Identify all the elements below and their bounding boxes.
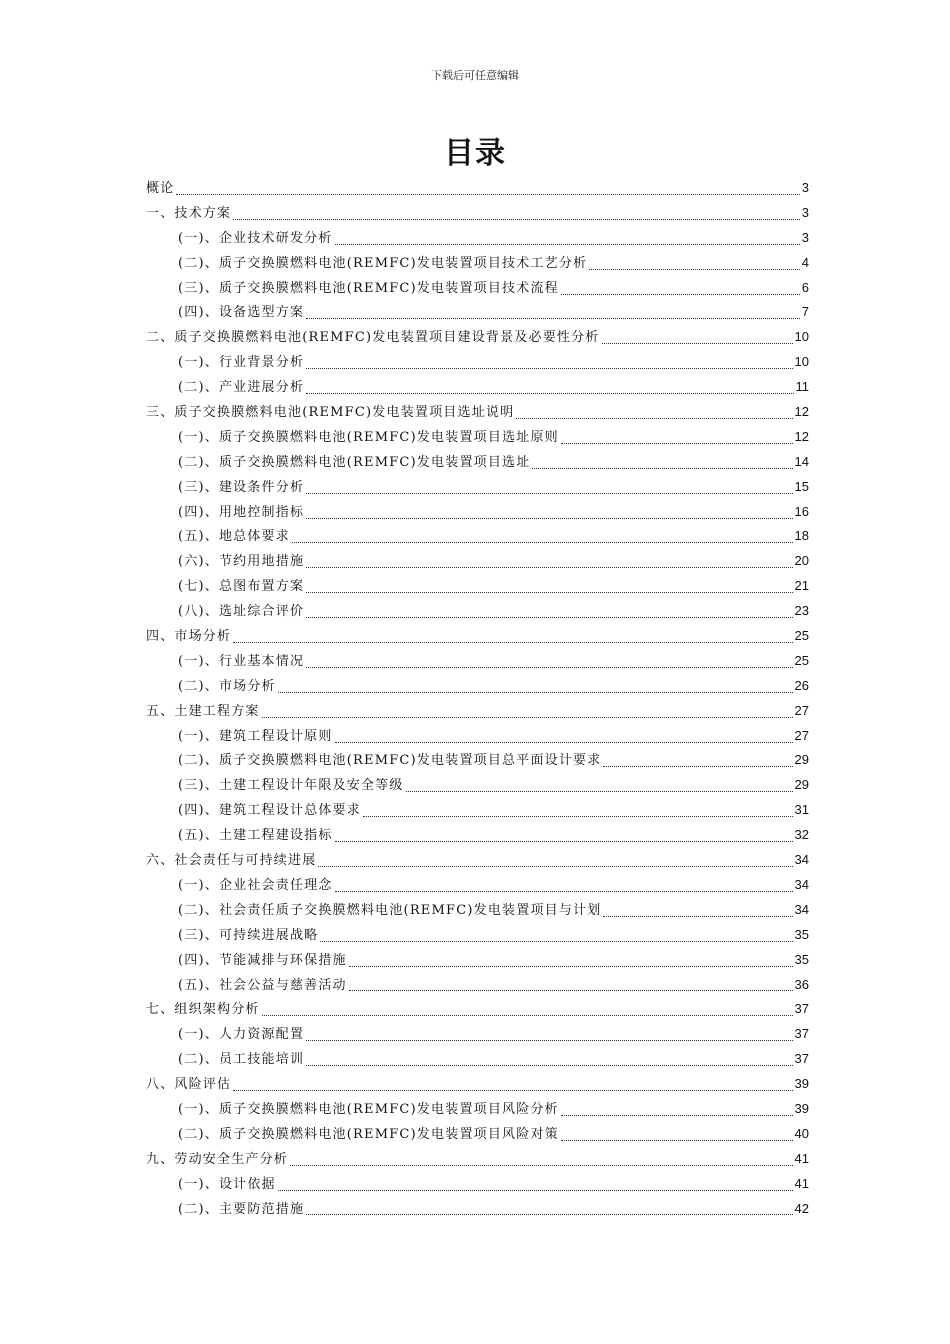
toc-entry[interactable] xyxy=(146,425,809,450)
toc-entry-label: (二)、社会责任质子交换膜燃料电池(REMFC)发电装置项目与计划 xyxy=(178,902,602,918)
toc-entry-page-number: 32 xyxy=(794,827,809,843)
toc-entry-page-number: 29 xyxy=(794,777,809,793)
toc-entry-label: 六、社会责任与可持续进展 xyxy=(146,853,317,869)
dot-leader xyxy=(292,542,793,543)
toc-entry-page-number: 41 xyxy=(794,1175,809,1191)
dot-leader xyxy=(561,294,800,295)
toc-entry[interactable] xyxy=(146,724,809,749)
dot-leader xyxy=(176,194,799,195)
toc-entry[interactable] xyxy=(146,1047,809,1072)
toc-entry[interactable] xyxy=(146,699,809,724)
dot-leader xyxy=(306,518,792,519)
toc-entry-page-number: 3 xyxy=(801,180,809,195)
toc-entry-label: (五)、社会公益与慈善活动 xyxy=(178,977,347,993)
toc-entry-label: 一、技术方案 xyxy=(146,205,232,221)
toc-entry[interactable] xyxy=(146,649,809,674)
dot-leader xyxy=(318,866,792,867)
toc-entry[interactable] xyxy=(146,375,809,400)
toc-entry-page-number: 39 xyxy=(794,1076,809,1092)
toc-entry[interactable] xyxy=(146,823,809,848)
toc-entry[interactable] xyxy=(146,350,809,375)
toc-entry-page-number: 34 xyxy=(794,852,809,868)
toc-entry-page-number: 21 xyxy=(794,578,809,594)
toc-entry-page-number: 34 xyxy=(794,876,809,892)
toc-entry-label: (二)、质子交换膜燃料电池(REMFC)发电装置项目技术工艺分析 xyxy=(178,255,588,271)
toc-entry[interactable] xyxy=(146,549,809,574)
toc-entry[interactable] xyxy=(146,574,809,599)
toc-entry[interactable] xyxy=(146,798,809,823)
toc-entry-label: (一)、质子交换膜燃料电池(REMFC)发电装置项目风险分析 xyxy=(178,1101,559,1117)
toc-entry[interactable] xyxy=(146,226,809,251)
toc-entry-label: (二)、员工技能培训 xyxy=(178,1052,305,1068)
toc-entry-label: (三)、可持续进展战略 xyxy=(178,927,319,943)
dot-leader xyxy=(306,1065,792,1066)
toc-entry[interactable] xyxy=(146,1097,809,1122)
dot-leader xyxy=(349,966,793,967)
toc-entry[interactable] xyxy=(146,1022,809,1047)
dot-leader xyxy=(262,1015,793,1016)
toc-entry-label: (四)、设备选型方案 xyxy=(178,305,305,321)
dot-leader xyxy=(335,891,793,892)
dot-leader xyxy=(306,318,800,319)
dot-leader xyxy=(278,1190,793,1191)
header-note: 下载后可任意编辑 xyxy=(431,69,519,82)
toc-entry[interactable] xyxy=(146,674,809,699)
toc-entry-label: (一)、质子交换膜燃料电池(REMFC)发电装置项目选址原则 xyxy=(178,429,559,445)
toc-entry-page-number: 37 xyxy=(794,1001,809,1017)
toc-entry[interactable] xyxy=(146,524,809,549)
toc-entry[interactable] xyxy=(146,1072,809,1097)
toc-entry[interactable] xyxy=(146,1197,809,1222)
toc-entry-page-number: 3 xyxy=(801,229,809,245)
toc-entry-label: (二)、市场分析 xyxy=(178,678,276,694)
dot-leader xyxy=(306,1214,792,1215)
dot-leader xyxy=(335,841,793,842)
dot-leader xyxy=(278,692,793,693)
toc-entry[interactable] xyxy=(146,201,809,226)
dot-leader xyxy=(306,567,792,568)
toc-entry-page-number: 25 xyxy=(794,628,809,644)
toc-entry-page-number: 20 xyxy=(794,553,809,569)
table-of-contents xyxy=(146,176,809,1221)
toc-entry-label: (五)、土建工程建设指标 xyxy=(178,828,333,844)
dot-leader xyxy=(290,1165,793,1166)
toc-entry-page-number: 42 xyxy=(794,1200,809,1216)
toc-entry-label: (四)、建筑工程设计总体要求 xyxy=(178,803,361,819)
toc-entry[interactable] xyxy=(146,450,809,475)
toc-entry-page-number: 26 xyxy=(794,677,809,693)
toc-entry-label: (六)、节约用地措施 xyxy=(178,554,305,570)
toc-entry-page-number: 37 xyxy=(794,1051,809,1067)
dot-leader xyxy=(561,443,793,444)
dot-leader xyxy=(233,1090,792,1091)
toc-entry-label: (五)、地总体要求 xyxy=(178,529,290,545)
toc-entry-page-number: 14 xyxy=(794,453,809,469)
toc-entry[interactable] xyxy=(146,973,809,998)
dot-leader xyxy=(306,592,792,593)
toc-entry-page-number: 11 xyxy=(795,379,809,395)
toc-entry-page-number: 39 xyxy=(794,1100,809,1116)
dot-leader xyxy=(602,343,793,344)
toc-entry-page-number: 34 xyxy=(794,901,809,917)
toc-entry-page-number: 7 xyxy=(801,304,809,320)
dot-leader xyxy=(320,941,792,942)
dot-leader xyxy=(233,219,800,220)
toc-entry[interactable] xyxy=(146,325,809,350)
toc-entry-page-number: 40 xyxy=(794,1125,809,1141)
toc-entry-page-number: 27 xyxy=(794,702,809,718)
dot-leader xyxy=(561,1115,793,1116)
toc-entry[interactable] xyxy=(146,500,809,525)
dot-leader xyxy=(603,916,792,917)
toc-entry-page-number: 4 xyxy=(801,254,809,270)
toc-entry[interactable] xyxy=(146,599,809,624)
toc-entry-page-number: 29 xyxy=(794,752,809,768)
toc-entry-label: (四)、节能减排与环保措施 xyxy=(178,952,347,968)
dot-leader xyxy=(561,1140,793,1141)
toc-entry-label: (一)、企业社会责任理念 xyxy=(178,877,333,893)
dot-leader xyxy=(335,244,800,245)
toc-entry-page-number: 10 xyxy=(794,354,809,370)
toc-entry-label: (二)、产业进展分析 xyxy=(178,380,305,396)
toc-entry-label: 二、质子交换膜燃料电池(REMFC)发电装置项目建设背景及必要性分析 xyxy=(146,330,600,346)
dot-leader xyxy=(363,816,793,817)
dot-leader xyxy=(532,468,792,469)
toc-entry[interactable] xyxy=(146,400,809,425)
toc-entry-page-number: 31 xyxy=(794,802,809,818)
toc-entry-page-number: 23 xyxy=(794,603,809,619)
toc-entry[interactable] xyxy=(146,475,809,500)
toc-entry-label: 九、劳动安全生产分析 xyxy=(146,1151,289,1167)
toc-entry-label: (一)、人力资源配置 xyxy=(178,1027,305,1043)
dot-leader xyxy=(589,269,800,270)
toc-entry-page-number: 3 xyxy=(801,204,809,220)
toc-entry-page-number: 12 xyxy=(794,428,809,444)
toc-entry-label: (七)、总图布置方案 xyxy=(178,579,305,595)
toc-entry-page-number: 35 xyxy=(794,926,809,942)
dot-leader xyxy=(306,493,792,494)
toc-entry[interactable] xyxy=(146,898,809,923)
toc-entry-page-number: 6 xyxy=(801,279,809,295)
toc-entry-label: (二)、质子交换膜燃料电池(REMFC)发电装置项目选址 xyxy=(178,454,531,470)
toc-entry-label: (三)、建设条件分析 xyxy=(178,479,305,495)
toc-entry-page-number: 35 xyxy=(794,951,809,967)
toc-entry-page-number: 37 xyxy=(794,1026,809,1042)
toc-entry-page-number: 16 xyxy=(794,503,809,519)
toc-entry-page-number: 18 xyxy=(794,528,809,544)
dot-leader xyxy=(262,717,793,718)
toc-entry[interactable] xyxy=(146,1122,809,1147)
toc-entry-page-number: 12 xyxy=(794,404,809,420)
toc-entry-label: 七、组织架构分析 xyxy=(146,1002,260,1018)
dot-leader xyxy=(406,791,793,792)
toc-entry-label: 八、风险评估 xyxy=(146,1077,232,1093)
dot-leader xyxy=(306,393,793,394)
dot-leader xyxy=(306,368,792,369)
toc-entry[interactable] xyxy=(146,276,809,301)
toc-entry-label: (三)、土建工程设计年限及安全等级 xyxy=(178,778,404,794)
toc-entry[interactable] xyxy=(146,948,809,973)
dot-leader xyxy=(516,418,792,419)
toc-entry-label: (八)、选址综合评价 xyxy=(178,604,305,620)
toc-entry-page-number: 36 xyxy=(794,976,809,992)
toc-entry[interactable] xyxy=(146,773,809,798)
toc-entry-label: 概论 xyxy=(146,181,175,196)
toc-entry-label: (一)、建筑工程设计原则 xyxy=(178,728,333,744)
dot-leader xyxy=(603,766,792,767)
toc-entry-label: (一)、行业基本情况 xyxy=(178,653,305,669)
toc-entry-page-number: 15 xyxy=(794,478,809,494)
toc-entry[interactable] xyxy=(146,848,809,873)
toc-entry[interactable] xyxy=(146,176,809,201)
dot-leader xyxy=(306,667,792,668)
toc-entry[interactable] xyxy=(146,923,809,948)
toc-entry[interactable] xyxy=(146,748,809,773)
dot-leader xyxy=(306,1040,792,1041)
toc-entry-label: (一)、行业背景分析 xyxy=(178,355,305,371)
toc-entry[interactable] xyxy=(146,251,809,276)
toc-entry-page-number: 27 xyxy=(794,727,809,743)
toc-entry-label: 五、土建工程方案 xyxy=(146,703,260,719)
toc-entry[interactable] xyxy=(146,624,809,649)
toc-entry-label: (三)、质子交换膜燃料电池(REMFC)发电装置项目技术流程 xyxy=(178,280,559,296)
toc-entry[interactable] xyxy=(146,997,809,1022)
toc-entry-label: 四、市场分析 xyxy=(146,629,232,645)
toc-entry[interactable] xyxy=(146,300,809,325)
dot-leader xyxy=(349,990,793,991)
toc-entry-label: (一)、企业技术研发分析 xyxy=(178,230,333,246)
toc-entry-page-number: 41 xyxy=(794,1150,809,1166)
toc-entry[interactable] xyxy=(146,1147,809,1172)
toc-entry-label: (二)、质子交换膜燃料电池(REMFC)发电装置项目风险对策 xyxy=(178,1126,559,1142)
dot-leader xyxy=(306,617,792,618)
toc-entry-page-number: 25 xyxy=(794,652,809,668)
toc-entry-label: (四)、用地控制指标 xyxy=(178,504,305,520)
toc-entry-label: (二)、主要防范措施 xyxy=(178,1201,305,1217)
toc-entry[interactable] xyxy=(146,1172,809,1197)
toc-entry-label: 三、质子交换膜燃料电池(REMFC)发电装置项目选址说明 xyxy=(146,405,515,421)
toc-entry[interactable] xyxy=(146,873,809,898)
dot-leader xyxy=(233,642,792,643)
page-title: 目录 xyxy=(444,136,506,171)
toc-entry-label: (二)、质子交换膜燃料电池(REMFC)发电装置项目总平面设计要求 xyxy=(178,753,602,769)
toc-entry-label: (一)、设计依据 xyxy=(178,1176,276,1192)
toc-entry-page-number: 10 xyxy=(794,329,809,345)
dot-leader xyxy=(335,742,793,743)
